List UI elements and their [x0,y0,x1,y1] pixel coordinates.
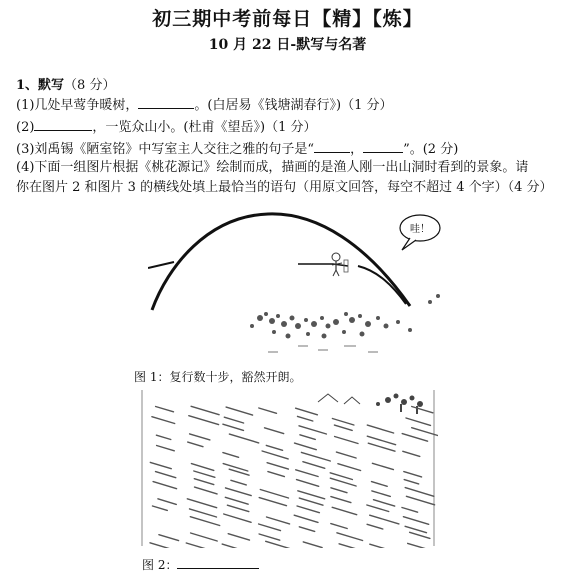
furrow-stroke [331,497,351,503]
figure-2-caption [142,556,259,573]
furrow-stroke [367,425,393,433]
furrow-stroke [370,515,399,524]
question-4-line-1: (4)下面一组图片根据《桃花源记》绘制而成，描画的是渔人刚一出山洞时看到的景象。请 [16,160,529,175]
trees [376,394,423,415]
furrow-stroke [194,479,214,485]
furrow-stroke [405,526,426,532]
furrow-stroke [300,435,315,440]
furrow-stroke [225,497,248,504]
furrow-stroke [259,524,281,531]
furrow-stroke [223,453,239,458]
furrow-stroke [406,496,434,505]
furrow-stroke [187,499,216,508]
section-score: （8 分） [64,78,116,93]
furrow-stroke [153,506,168,510]
furrow-stroke [191,533,218,541]
furrow-stroke [265,428,284,434]
question-2 [16,117,316,137]
furrow-stroke [298,491,325,499]
furrow-stroke [374,500,395,506]
furrow-stroke [190,517,219,526]
furrow-stroke [262,451,288,459]
furrow-stroke [194,471,215,477]
furrow-stroke [403,517,428,525]
mountain-outline [152,214,410,310]
question-3-blank-1[interactable] [314,139,350,153]
question-3-mid: ， [350,142,364,157]
furrow-stroke [297,506,319,513]
furrow-stroke [334,425,352,430]
furrow-stroke [158,499,176,505]
furrow-stroke [150,543,176,548]
furrow-stroke [229,434,258,443]
furrow-stroke [408,543,428,548]
furrow-stroke [228,534,249,540]
furrow-stroke [153,482,177,489]
question-2-blank[interactable] [34,117,92,131]
furrow-stroke [186,543,207,548]
question-1-prefix: (1)几处早莺争暖树， [16,98,139,113]
furrow-stroke [226,407,253,415]
furrow-stroke [404,472,422,477]
question-1 [16,95,392,115]
furrow-stroke [296,470,318,477]
furrow-stroke [403,451,420,456]
furrow-stroke [303,462,325,469]
figure-1-illustration [148,206,448,360]
furrow-stroke [226,488,252,496]
furrow-stroke [188,442,203,447]
furrow-stroke [227,505,248,511]
figure-1-drawing [148,206,448,360]
furrow-stroke [156,472,176,478]
furrow-stroke [156,407,174,412]
question-3-suffix: ”。(2 分) [403,142,459,157]
furrow-stroke [299,527,314,532]
furrow-stroke [367,505,389,512]
furrow-stroke [336,452,356,458]
question-3-blank-2[interactable] [363,139,403,153]
furrow-stroke [406,418,431,425]
furrow-stroke [298,416,313,421]
furrow-stroke [332,507,357,514]
furrow-stroke [259,498,286,506]
furrow-stroke [259,534,280,540]
furrow-stroke [152,417,175,424]
furrow-stroke [299,498,323,505]
furrow-stroke [299,426,326,434]
speech-bubble-tail [402,238,416,250]
figure-2-drawing [138,388,438,548]
furrow-stroke [259,408,277,413]
figure-2-blank[interactable] [177,557,259,569]
furrow-stroke [224,417,243,423]
furrow-stroke [372,463,393,469]
furrow-stroke [157,446,175,451]
question-4-line-2: 你在图片 2 和图片 3 的横线处填上最恰当的语句（用原文回答，每空不超过 4 个字）（4 分） [16,180,553,195]
furrow-stroke [295,443,317,450]
furrow-stroke [294,515,318,522]
furrow-stroke [339,544,367,548]
question-2-prefix: (2) [16,120,35,135]
furrow-stroke [331,524,347,529]
furrow-stroke [402,434,427,442]
furrow-stroke [189,416,219,425]
furrow-stroke [332,419,354,426]
furrow-stroke [402,508,418,513]
furrow-stroke [303,542,322,548]
furrow-stroke [368,443,395,451]
furrow-stroke [195,487,218,494]
furrow-stroke [190,509,217,517]
section-heading [16,74,115,93]
furrow-stroke [331,488,347,493]
furrow-stroke [191,406,219,414]
furrow-stroke [372,491,390,497]
furrow-stroke [268,472,285,477]
page-subtitle: 10 月 22 日-默写与名著 [208,37,367,53]
furrow-stroke [222,544,243,548]
furrow-stroke [260,490,288,499]
page-title: 初三期中考前每日【精】【炼】 [152,8,423,30]
furrow-stroke [367,524,383,529]
ground-dashes [268,346,378,352]
furrow-stroke [405,488,434,497]
furrow-stroke [296,408,318,415]
question-3-prefix: (3)刘禹锡《陋室铭》中写室主人交往之雅的句子是“ [16,142,315,157]
peach-blossoms [250,294,440,339]
left-ground-line [148,262,174,268]
furrow-stroke [301,452,330,461]
furrow-stroke [337,533,363,541]
figure-2-caption-label: 图 2： [142,558,178,572]
furrow-stroke [338,464,361,471]
houses [318,394,360,404]
figure-2-illustration [138,388,438,548]
furrow-stroke [190,434,210,440]
furrow-stroke [412,407,433,413]
furrow-stroke [223,464,248,471]
question-3 [16,139,458,159]
furrow-stroke [335,437,358,444]
furrow-stroke [267,463,288,469]
furrow-stroke [267,517,290,524]
field-furrows [150,406,438,548]
cave-ledge [298,264,348,266]
figure-1-caption: 图 1：复行数十步，豁然开朗。 [134,370,302,384]
furrow-stroke [404,480,419,484]
furrow-stroke [159,535,179,541]
furrow-stroke [223,424,244,430]
furrow-stroke [372,482,388,487]
furrow-stroke [266,445,282,450]
furrow-stroke [370,544,387,548]
furrow-stroke [150,462,171,468]
furrow-stroke [224,514,251,522]
furrow-stroke [191,464,213,471]
speech-bubble-text: 哇！ [410,224,430,235]
question-2-suffix: ，一览众山小。(杜甫《望岳》)（1 分） [92,120,317,135]
furrow-stroke [266,541,295,548]
furrow-stroke [367,436,395,445]
furrow-stroke [156,435,170,439]
question-1-suffix: 。(白居易《钱塘湖春行》)（1 分） [194,98,393,113]
question-1-blank[interactable] [138,95,194,109]
furrow-stroke [297,480,319,487]
furrow-stroke [231,480,246,485]
section-heading-label: 1、默写 [16,78,65,93]
